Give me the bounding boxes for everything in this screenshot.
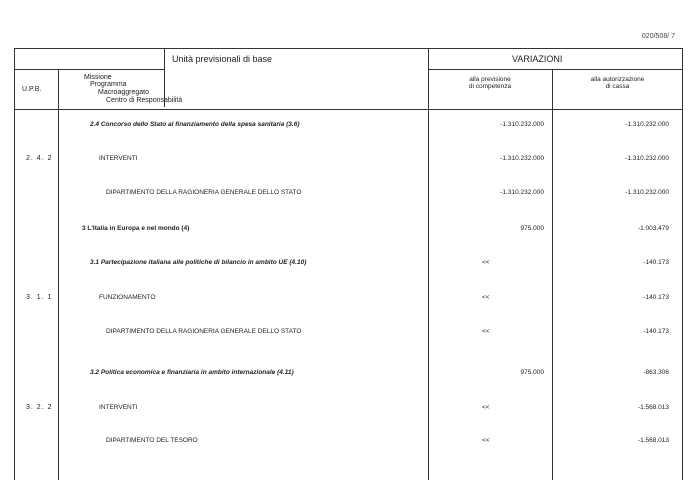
row-description: DIPARTIMENTO DEL TESORO — [106, 437, 198, 444]
row-cassa: -1.310.232.000 — [625, 189, 669, 196]
row-description: 3.2 Politica economica e finanziaria in ambito internazionale (4.11) — [90, 369, 294, 376]
header-mid-rule-right — [428, 69, 682, 70]
header-missione: Missione — [84, 74, 112, 81]
header-programma: Programma — [90, 81, 127, 88]
row-description: INTERVENTI — [99, 404, 138, 411]
row-competenza: -1.310.232.000 — [500, 155, 544, 162]
row-cassa: -140.173 — [643, 259, 669, 266]
page-id: 020/508/ 7 — [641, 33, 675, 40]
row-competenza: << — [482, 328, 490, 335]
row-description: INTERVENTI — [99, 155, 138, 162]
row-competenza: 975.000 — [520, 225, 544, 232]
header-competenza-line1: alla previsione — [469, 76, 511, 83]
header-bottom-border — [14, 109, 682, 110]
row-cassa: -1.310.232.000 — [625, 121, 669, 128]
row-cassa: -140.173 — [643, 294, 669, 301]
header-mid-rule-left — [14, 69, 164, 70]
row-cassa: -863.306 — [643, 369, 669, 376]
header-centro-responsabilita: Centro di Responsabilità — [106, 97, 183, 104]
row-upb-code: 3. 2. 2 — [26, 404, 53, 411]
row-competenza: -1.310.232.000 — [500, 189, 544, 196]
row-description: DIPARTIMENTO DELLA RAGIONERIA GENERALE DELLO STATO — [106, 189, 302, 196]
header-competenza — [440, 76, 540, 90]
row-description: 2.4 Concorso dello Stato al finanziamento della spesa sanitaria (3.6) — [90, 121, 300, 128]
row-cassa: -1.568.013 — [637, 404, 669, 411]
row-cassa: -140.173 — [643, 328, 669, 335]
table-top-border — [14, 48, 682, 49]
row-description: DIPARTIMENTO DELLA RAGIONERIA GENERALE DELLO STATO — [106, 328, 302, 335]
row-description: 3 L'Italia in Europa e nel mondo (4) — [82, 225, 190, 232]
row-competenza: << — [482, 294, 490, 301]
header-title: Unità previsionali di base — [172, 54, 273, 64]
header-cassa-line1: alla autorizzazione — [590, 76, 645, 83]
table-left-border — [14, 48, 15, 480]
row-cassa: -1.568.013 — [637, 437, 669, 444]
header-competenza-line2: di competenza — [468, 83, 512, 90]
row-competenza: << — [482, 259, 490, 266]
row-competenza: << — [482, 437, 490, 444]
row-description: 3.1 Partecipazione italiana alle politiche di bilancio in ambito UE (4.10) — [90, 259, 307, 266]
competenza-column-divider — [552, 69, 553, 480]
header-cassa — [565, 76, 670, 90]
row-competenza: -1.310.232.000 — [500, 121, 544, 128]
header-cassa-line2: di cassa — [605, 83, 630, 90]
header-variations: VARIAZIONI — [512, 54, 563, 64]
header-upb: U.P.B. — [22, 86, 42, 93]
row-upb-code: 3. 1. 1 — [26, 294, 53, 301]
row-upb-code: 2. 4. 2 — [26, 155, 53, 162]
row-cassa: -1.310.232.000 — [625, 155, 669, 162]
table-right-border — [682, 48, 683, 480]
description-column-divider — [428, 48, 429, 480]
row-description: FUNZIONAMENTO — [99, 294, 156, 301]
row-cassa: -1.003.479 — [637, 225, 669, 232]
row-competenza: << — [482, 404, 490, 411]
row-competenza: 975.000 — [520, 369, 544, 376]
upb-column-divider — [58, 69, 59, 480]
header-macroaggregato: Macroaggregato — [98, 89, 149, 96]
